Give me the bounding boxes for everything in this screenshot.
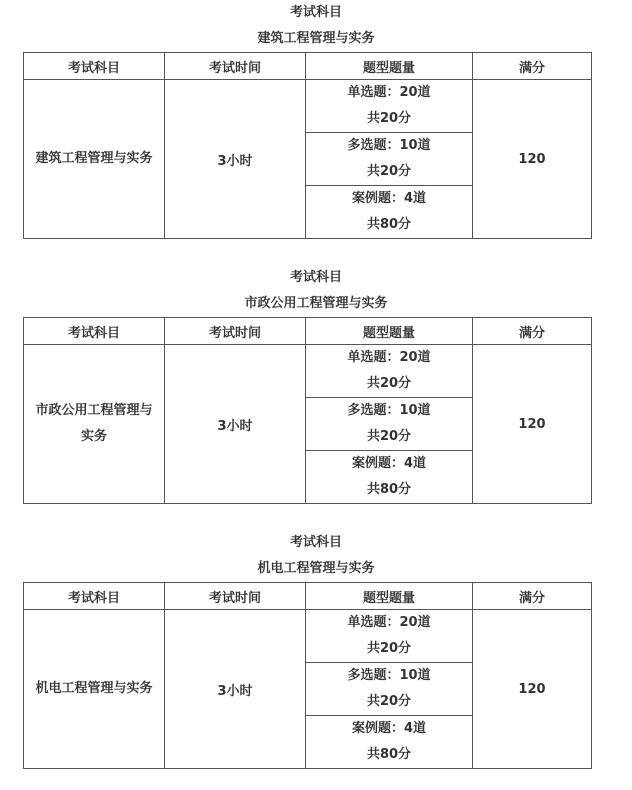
question-type: 多选题：10道 [347, 668, 431, 683]
time-cell: 3小时 [165, 610, 306, 769]
question-score: 共20分 [366, 111, 412, 126]
subject-text: 机电工程管理与实务 [35, 681, 153, 696]
subject-cell [24, 80, 165, 239]
header-row [24, 318, 592, 345]
question-type: 单选题：20道 [347, 615, 431, 630]
question-cell [306, 186, 473, 239]
caption-title: 考试科目 [289, 270, 342, 285]
header-time: 考试时间 [165, 53, 306, 80]
exam-table [23, 52, 592, 239]
question-type: 案例题：4道 [351, 456, 427, 471]
time-cell: 3小时 [165, 80, 306, 239]
caption-title: 考试科目 [289, 535, 342, 550]
question-type: 单选题：20道 [347, 85, 431, 100]
subject-cell [24, 610, 165, 769]
question-score: 共80分 [366, 747, 412, 762]
full-score-cell: 120 [473, 610, 592, 769]
header-subject: 考试科目 [24, 53, 165, 80]
full-score-cell: 120 [473, 345, 592, 504]
question-type: 单选题：20道 [347, 350, 431, 365]
subject-text-line-1: 市政公用工程管理与 [35, 403, 153, 418]
question-cell [306, 610, 473, 663]
question-score: 共20分 [366, 641, 412, 656]
subject-cell [24, 345, 165, 504]
header-subject: 考试科目 [24, 318, 165, 345]
question-cell [306, 716, 473, 769]
header-full-score: 满分 [473, 318, 592, 345]
question-cell [306, 663, 473, 716]
exam-table [23, 582, 592, 769]
header-question-types: 题型题量 [306, 53, 473, 80]
question-score: 共80分 [366, 217, 412, 232]
caption-subject: 建筑工程管理与实务 [257, 31, 375, 46]
question-type: 多选题：10道 [347, 138, 431, 153]
subject-text: 建筑工程管理与实务 [35, 151, 153, 166]
question-score: 共80分 [366, 482, 412, 497]
question-type: 案例题：4道 [351, 721, 427, 736]
header-subject: 考试科目 [24, 583, 165, 610]
header-time: 考试时间 [165, 583, 306, 610]
exam-block-construction [0, 0, 632, 232]
question-score: 共20分 [366, 694, 412, 709]
caption-subject: 市政公用工程管理与实务 [244, 296, 388, 311]
table-row [24, 345, 592, 398]
question-cell [306, 80, 473, 133]
header-full-score: 满分 [473, 583, 592, 610]
time-cell: 3小时 [165, 345, 306, 504]
question-score: 共20分 [366, 429, 412, 444]
header-time: 考试时间 [165, 318, 306, 345]
exam-table [23, 317, 592, 504]
header-row [24, 583, 592, 610]
caption-subject: 机电工程管理与实务 [257, 561, 375, 576]
question-score: 共20分 [366, 164, 412, 179]
table-row [24, 610, 592, 663]
header-question-types: 题型题量 [306, 583, 473, 610]
header-full-score: 满分 [473, 53, 592, 80]
question-type: 多选题：10道 [347, 403, 431, 418]
question-cell [306, 451, 473, 504]
question-score: 共20分 [366, 376, 412, 391]
subject-text-line-2: 实务 [80, 429, 107, 444]
question-cell [306, 398, 473, 451]
header-row [24, 53, 592, 80]
full-score-cell: 120 [473, 80, 592, 239]
table-row [24, 80, 592, 133]
caption-title: 考试科目 [289, 5, 342, 20]
question-type: 案例题：4道 [351, 191, 427, 206]
exam-block-municipal [0, 265, 632, 497]
question-cell [306, 345, 473, 398]
header-question-types: 题型题量 [306, 318, 473, 345]
exam-block-electromechanical [0, 530, 632, 762]
question-cell [306, 133, 473, 186]
